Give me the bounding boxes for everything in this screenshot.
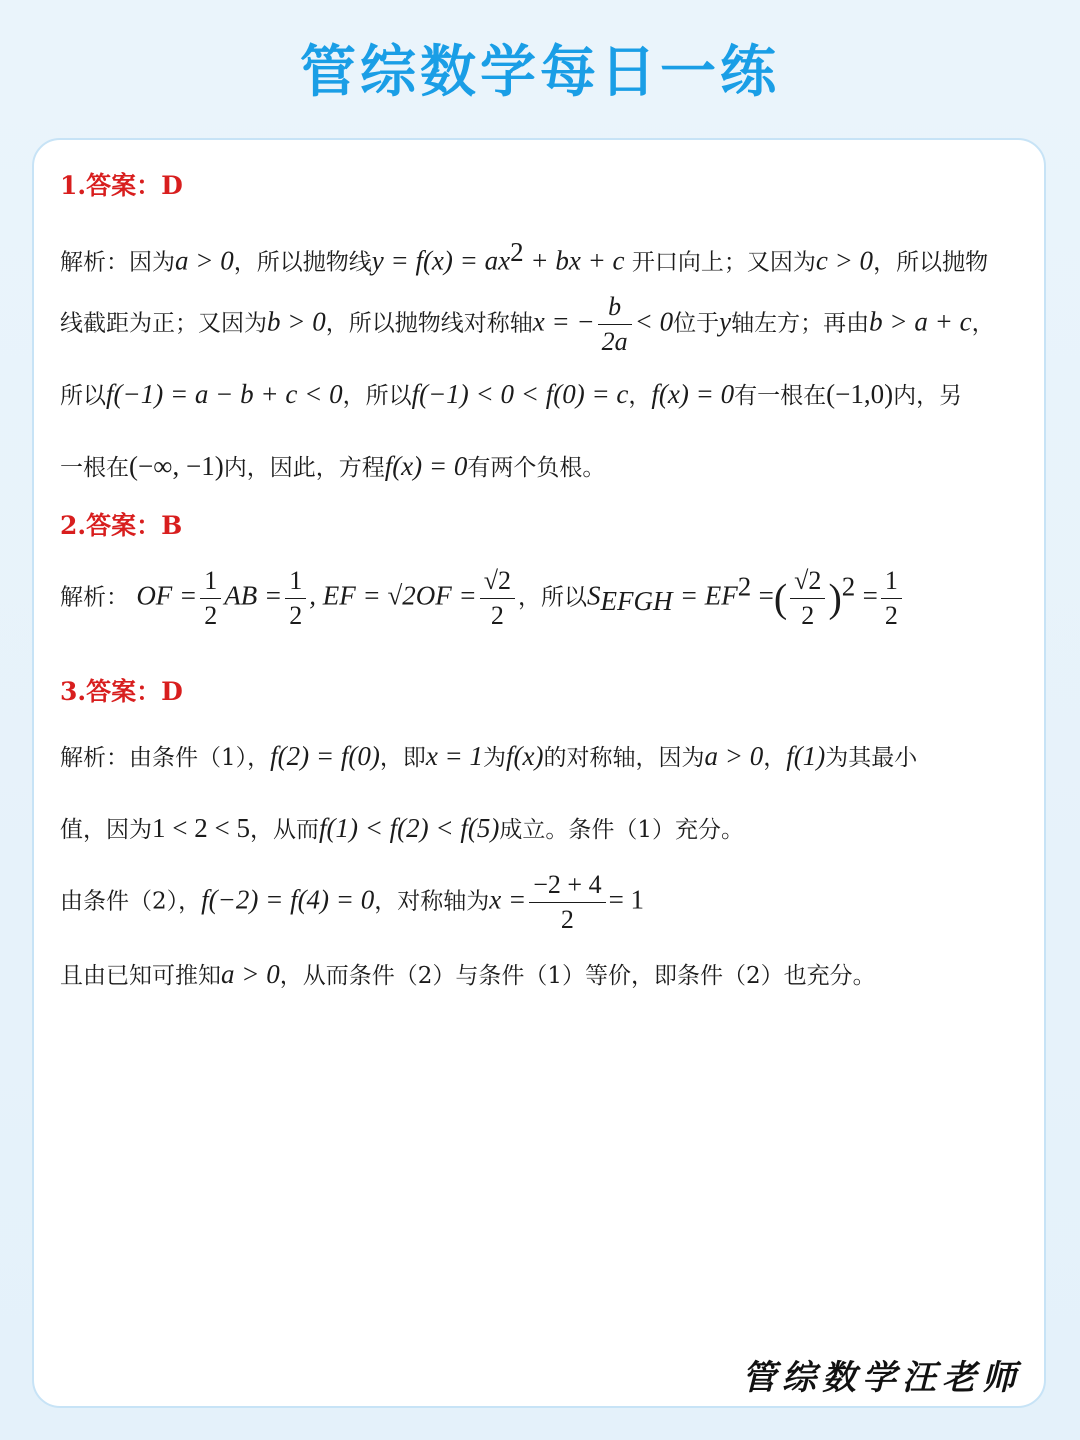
fraction	[598, 292, 632, 357]
math: f(−1) = a − b + c < 0	[106, 379, 343, 409]
math: S	[587, 580, 601, 611]
text: 所以	[60, 383, 106, 409]
text: 解析：	[60, 584, 129, 611]
text: 有两个负根。	[467, 455, 606, 481]
page-title: 管综数学每日一练	[300, 40, 780, 105]
numerator: √2	[480, 566, 515, 599]
math: x = 1	[425, 741, 484, 771]
answer-3-label: 3.答案：D	[60, 677, 183, 706]
signature: 管综数学汪老师	[742, 1358, 1022, 1398]
math: f(1) < f(2) < f(5)	[318, 813, 500, 843]
math-sub: EFGH	[600, 585, 673, 616]
math: f(2) = f(0)	[270, 741, 380, 771]
denominator: 2	[884, 600, 898, 630]
q2-line-1	[60, 566, 905, 631]
text: 有一根在	[734, 383, 827, 409]
math-sup: 2	[841, 571, 856, 602]
right-paren: )	[828, 575, 842, 621]
math: (−1,0)	[826, 379, 894, 409]
fraction	[480, 566, 515, 631]
fraction	[200, 566, 221, 631]
math-sup: 2	[510, 237, 524, 267]
math: f(−1) < 0 < f(0) = c	[411, 379, 629, 409]
q3-line-3	[60, 870, 644, 935]
math: f(x)	[506, 741, 544, 771]
q3-line-4	[60, 958, 876, 991]
math: OF =	[136, 580, 198, 611]
text: ，	[628, 383, 652, 409]
math: + bx + c	[523, 245, 625, 276]
text: 一根在	[60, 455, 129, 481]
math: f(−2) = f(4) = 0	[201, 884, 375, 915]
math: = EF	[679, 580, 738, 611]
math: b > a + c	[869, 306, 972, 337]
q1-line-2	[60, 292, 995, 357]
left-paren: (	[773, 575, 788, 621]
text: 值，因为	[60, 817, 152, 843]
text: ，所以抛物线	[233, 249, 372, 276]
math: c > 0	[815, 245, 874, 276]
text: 且由已知可推知	[60, 963, 221, 989]
fraction	[529, 870, 605, 935]
denominator: 2	[560, 904, 574, 934]
answer-2-label: 2.答案：B	[60, 511, 183, 540]
fraction	[790, 566, 825, 631]
text: ，对称轴为	[374, 888, 490, 915]
math: x = −	[532, 306, 595, 337]
fraction	[285, 566, 306, 631]
text: 为	[483, 745, 507, 771]
math: 1 < 2 < 5	[152, 813, 250, 843]
text: 由条件（2），	[60, 888, 202, 915]
math: a > 0	[704, 741, 764, 771]
math: a > 0	[175, 245, 234, 276]
math: f(x) = 0	[651, 379, 735, 409]
text: 开口向上；又因为	[624, 249, 816, 276]
text: ，从而	[249, 817, 319, 843]
math: a > 0	[221, 959, 280, 989]
q1-line-3	[60, 378, 962, 411]
numerator: 1	[881, 566, 902, 599]
text: 位于	[673, 310, 720, 337]
text: ，即	[379, 745, 426, 771]
math: b > 0	[267, 306, 326, 337]
text: 解析：因为	[60, 249, 175, 276]
text: 内，因此，方程	[223, 455, 385, 481]
numerator: 1	[200, 566, 221, 599]
denominator: 2	[289, 600, 303, 630]
denominator: 2	[204, 600, 218, 630]
q1-line-4	[60, 450, 605, 483]
math: (−∞, −1)	[129, 451, 224, 481]
text: ，从而条件（2）与条件（1）等价，即条件（2）也充分。	[279, 963, 876, 989]
text: 内，另	[893, 383, 963, 409]
text: 线截距为正；又因为	[60, 310, 267, 337]
math: x =	[489, 884, 527, 915]
numerator: 1	[285, 566, 306, 599]
text: ，	[971, 310, 995, 337]
math: y	[719, 306, 732, 337]
text: 为其最小	[825, 745, 918, 771]
q3-line-2	[60, 812, 744, 845]
q1-line-1	[60, 236, 988, 277]
math: =	[758, 580, 774, 611]
text: ，所以抛物线对称轴	[325, 310, 533, 337]
text: ，所以抛物	[873, 249, 989, 276]
math: = 1	[608, 884, 645, 915]
math: f(1)	[786, 741, 826, 771]
text: 轴左方；再由	[731, 310, 870, 337]
text: ，所以	[342, 383, 412, 409]
text: 成立。条件（1）充分。	[499, 817, 745, 843]
math: f(x) = 0	[384, 451, 468, 481]
answer-1-label: 1.答案：D	[60, 171, 183, 200]
fraction	[881, 566, 902, 631]
text: ，所以	[518, 584, 588, 611]
math: , EF = √2OF =	[309, 580, 477, 611]
q3-line-1	[60, 740, 917, 773]
denominator: 2a	[601, 326, 628, 356]
text: 的对称轴，因为	[543, 745, 705, 771]
text: 解析：由条件（1），	[60, 745, 271, 771]
math-sup: 2	[737, 571, 752, 602]
text: ，	[763, 745, 787, 771]
numerator: −2 + 4	[529, 870, 605, 903]
math: AB =	[224, 580, 283, 611]
math: =	[862, 580, 878, 611]
denominator: 2	[490, 600, 504, 630]
math: y = f(x) = ax	[371, 245, 511, 276]
denominator: 2	[801, 600, 815, 630]
math: < 0	[634, 306, 674, 337]
numerator: b	[598, 292, 632, 325]
numerator: √2	[790, 566, 825, 599]
